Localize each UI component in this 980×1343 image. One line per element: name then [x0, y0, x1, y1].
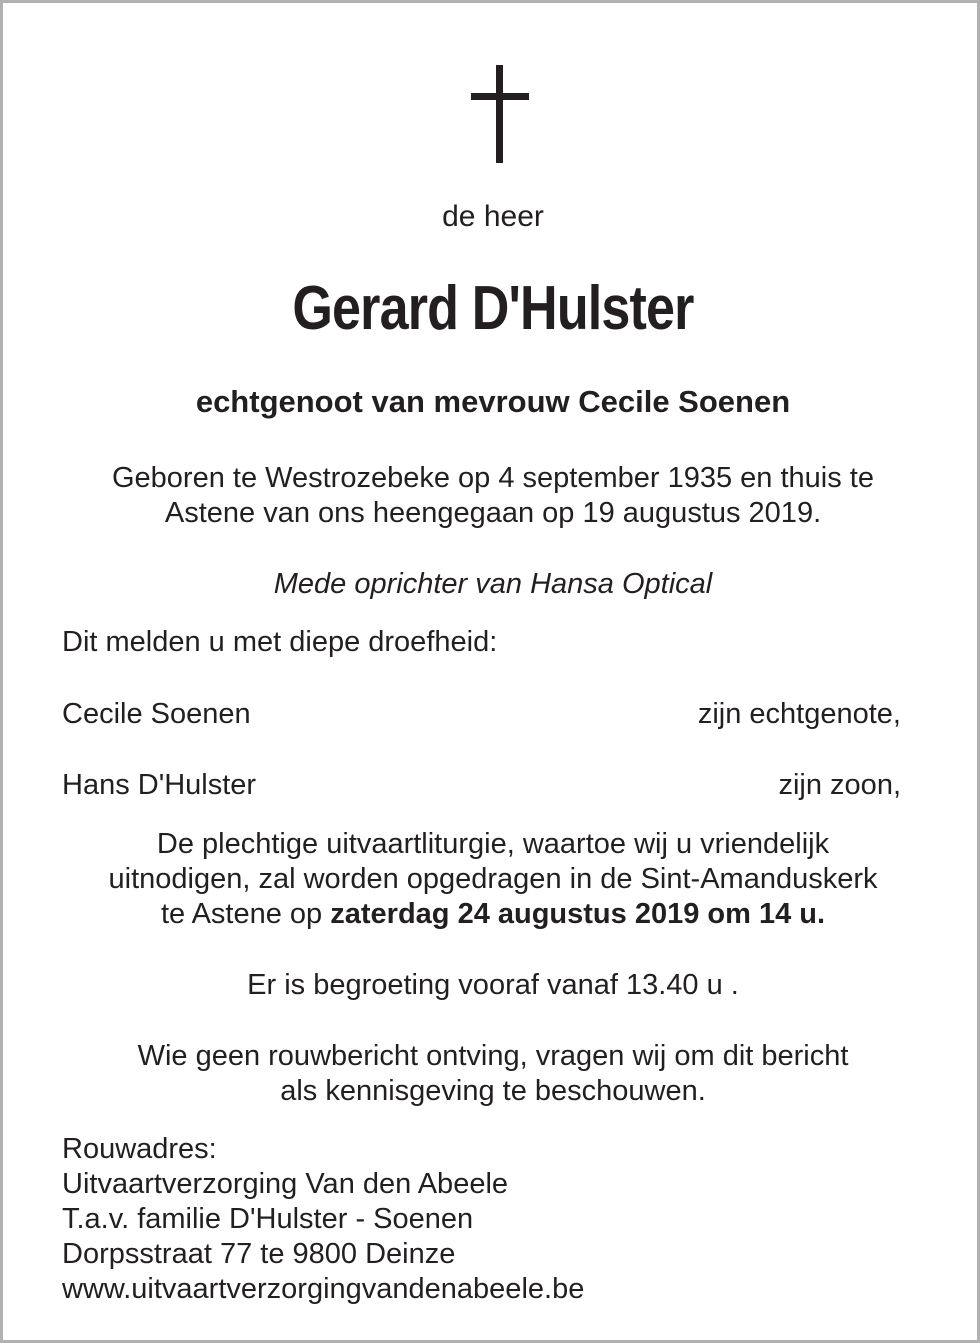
deceased-name: Gerard D'Hulster [292, 274, 694, 343]
founder-line: Mede oprichter van Hansa Optical [273, 568, 713, 600]
relative-relation: zijn echtgenote, [697, 698, 901, 730]
funeral-date-time: zaterdag 24 augustus 2019 om 14 u. [330, 898, 826, 930]
cross-icon [471, 65, 529, 163]
relative-name: Hans D'Hulster [62, 769, 257, 801]
greeting-line: Er is begroeting vooraf vanaf 13.40 u . [247, 969, 739, 1001]
birth-line-1: Geboren te Westrozebeke op 4 september 1935 en thuis te [111, 462, 874, 494]
notice-line-2: als kennisgeving te beschouwen. [280, 1075, 706, 1107]
address-label: Rouwadres: [62, 1133, 217, 1165]
address-line-2: T.a.v. familie D'Hulster - Soenen [62, 1203, 474, 1235]
birth-line-2: Astene van ons heengegaan op 19 augustus 2019. [164, 497, 822, 529]
funeral-line-1: De plechtige uitvaartliturgie, waartoe wij u vriendelijk [156, 828, 830, 860]
notice-text [3, 1039, 980, 1109]
funeral-text [3, 827, 980, 932]
address-website: www.uitvaartverzorgingvandenabeele.be [62, 1273, 585, 1305]
funeral-line-3-prefix: te Astene op [160, 898, 331, 930]
relative-name: Cecile Soenen [62, 698, 251, 730]
address-line-1: Uitvaartverzorging Van den Abeele [62, 1168, 509, 1200]
relative-relation: zijn zoon, [778, 769, 901, 801]
funeral-line-2: uitnodigen, zal worden opgedragen in de Sint-Amanduskerk [108, 863, 878, 895]
title-prefix: de heer [442, 200, 544, 233]
intro-line: Dit melden u met diepe droefheid: [62, 626, 498, 658]
address-line-3: Dorpsstraat 77 te 9800 Deinze [62, 1238, 456, 1270]
mourning-address [62, 1132, 584, 1307]
spouse-line: echtgenoot van mevrouw Cecile Soenen [195, 384, 791, 419]
notice-line-1: Wie geen rouwbericht ontving, vragen wij om dit bericht [137, 1040, 849, 1072]
birth-death-text [3, 461, 980, 531]
funeral-line-3 [3, 897, 980, 932]
